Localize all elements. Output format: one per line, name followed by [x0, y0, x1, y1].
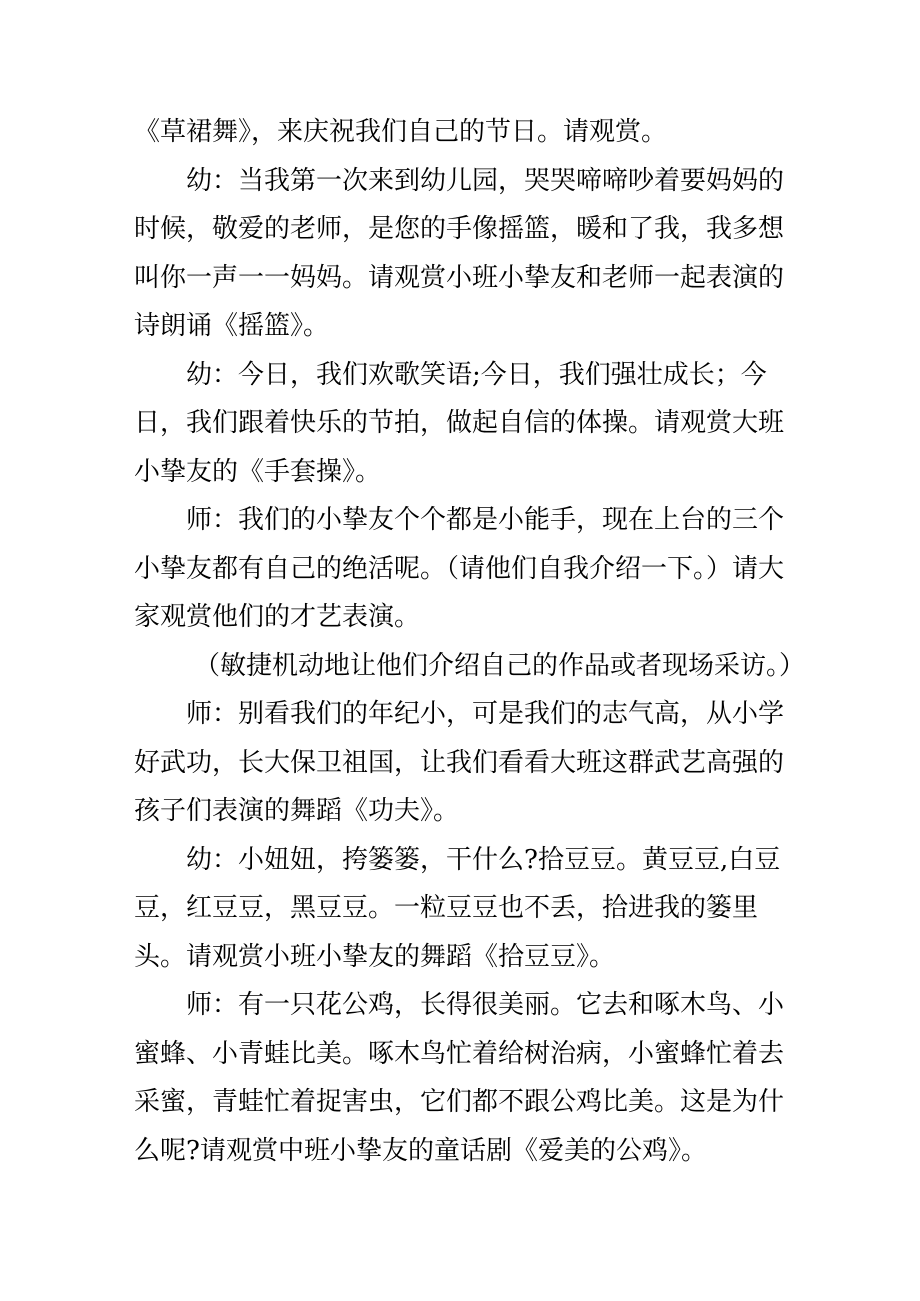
document-body [134, 108, 806, 1175]
paragraph-glove-exercise: 幼：今日，我们欢歌笑语;今日，我们强壮成长；今日，我们跟着快乐的节拍，做起自信的体操。请观赏大班小挚友的《手套操》。 [134, 359, 785, 487]
paragraph-talent-show: 师：我们的小挚友个个都是小能手，现在上台的三个小挚友都有自己的绝活呢。（请他们自我介绍一下。）请大家观赏他们的才艺表演。 [134, 505, 785, 632]
paragraph-continuation: 《草裙舞》，来庆祝我们自己的节日。请观赏。 [134, 117, 668, 147]
paragraph-cradle-poem: 幼：当我第一次来到幼儿园，哭哭啼啼吵着要妈妈的时候，敬爱的老师，是您的手像摇篮，暖和了我，我多想叫你一声一一妈妈。请观赏小班小挚友和老师一起表演的诗朗诵《摇篮》。 [134, 165, 785, 341]
paragraph-kungfu-dance: 师：别看我们的年纪小，可是我们的志气高，从小学好武功，长大保卫祖国，让我们看看大班这群武艺高强的孩子们表演的舞蹈《功夫》。 [134, 699, 785, 826]
paragraph-picking-beans: 幼：小妞妞，挎篓篓，干什么?拾豆豆。黄豆豆,白豆豆，红豆豆，黑豆豆。一粒豆豆也不丢，拾进我的篓里头。请观赏小班小挚友的舞蹈《拾豆豆》。 [134, 844, 781, 972]
paragraph-rooster-play: 师：有一只花公鸡，长得很美丽。它去和啄木鸟、小蜜蜂、小青蛙比美。啄木鸟忙着给树治病，小蜜蜂忙着去采蜜，青蛙忙着捉害虫，它们都不跟公鸡比美。这是为什么呢?请观赏中班小挚友的童话剧《爱美的公鸡》。 [134, 990, 785, 1166]
paragraph-stage-note: （敏捷机动地让他们介绍自己的作品或者现场采访。） [194, 650, 806, 681]
